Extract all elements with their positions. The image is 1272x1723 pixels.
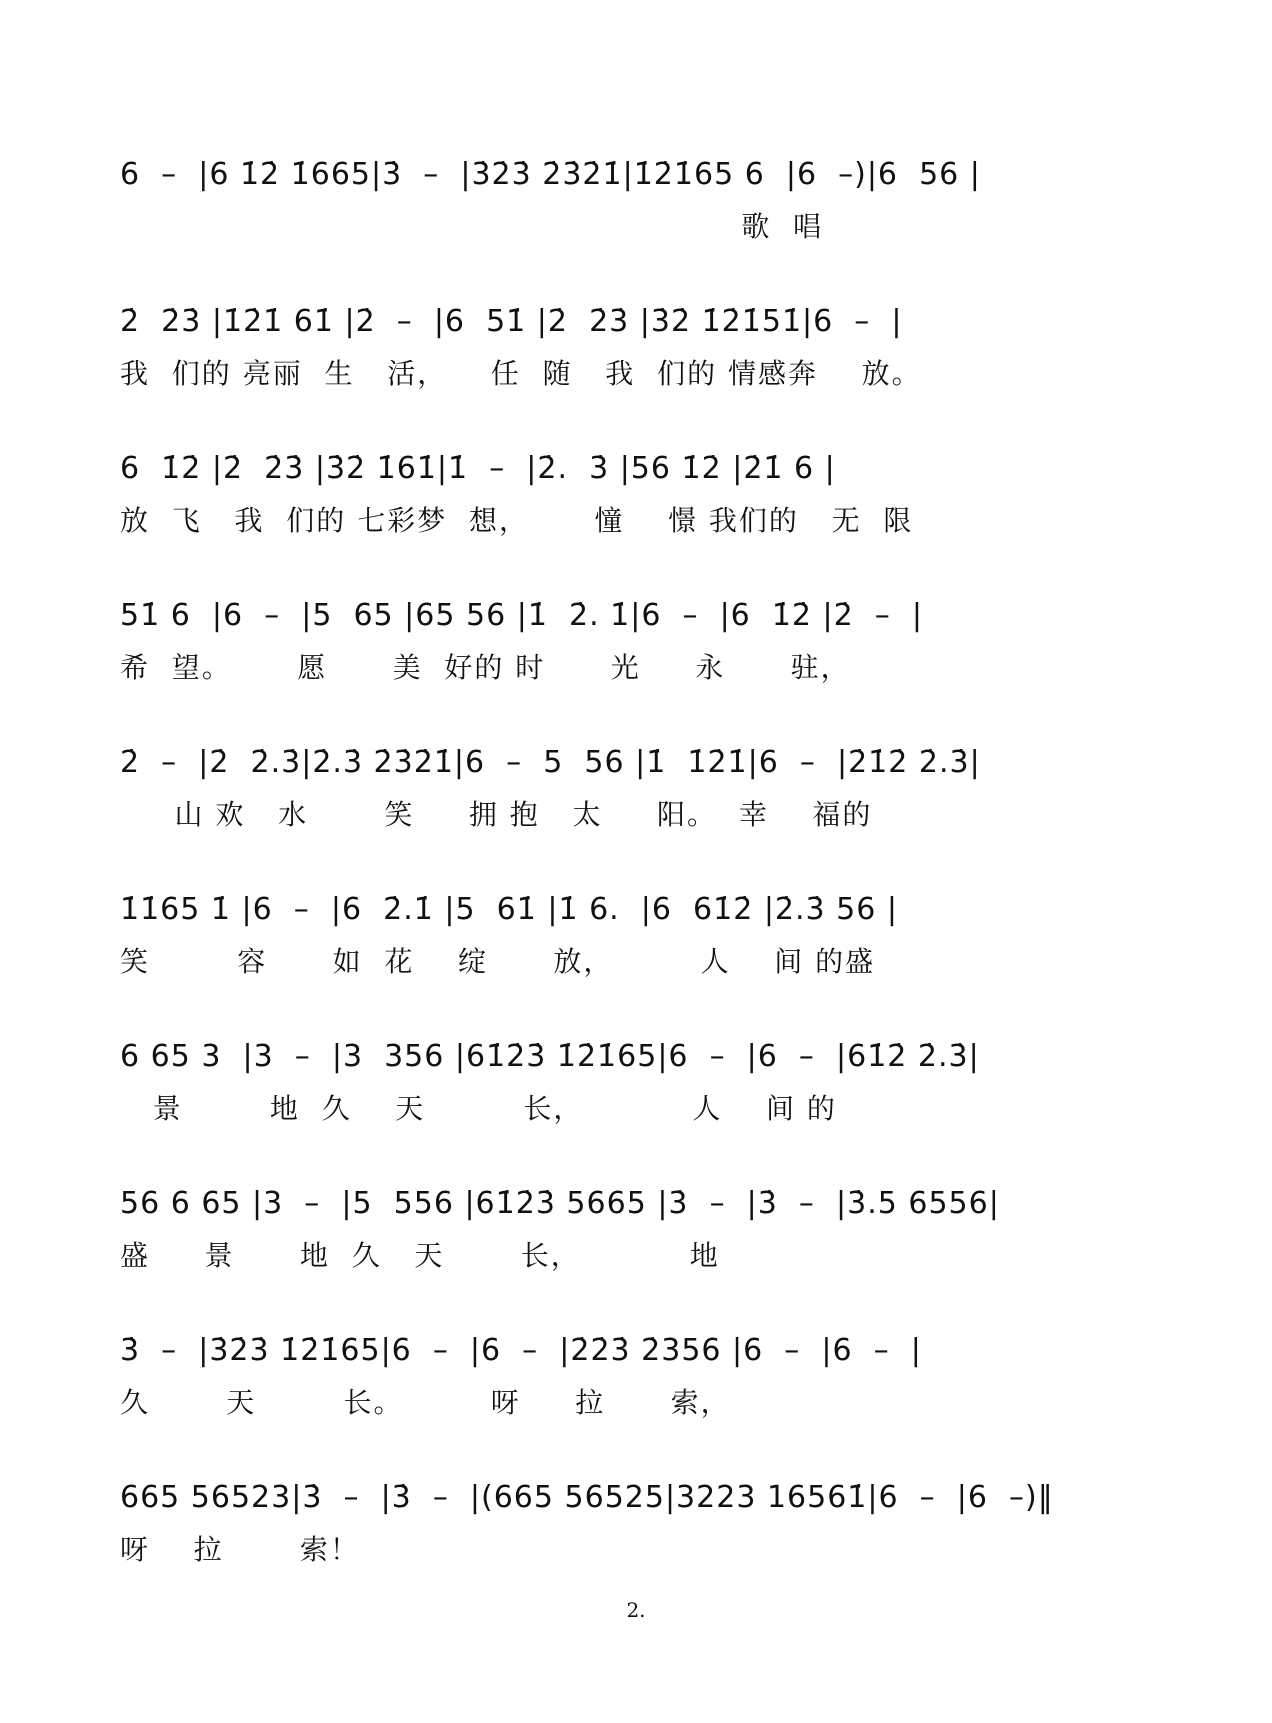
notation-line: 56 6 65 |3 – |5 556 |61̇2̇3̇ 5665 |3̇ – |3̇ – |3̇.5 6556| [120,1186,1000,1221]
lyrics-line: 盛 景 地 久 天 长， 地 [120,1239,720,1272]
notation-line: 51̇ 6 |6 – |5 65 |65 56 |1̇ 2̇. 1̇|6 – |6 1̇2̇ |2̇ – | [120,598,923,633]
lyrics-line: 久 天 长。 呀 拉 索， [120,1386,731,1419]
score-system [120,728,1160,868]
score-system [120,1463,1160,1603]
lyrics-line: 景 地 久 天 长， 人 间 的 [120,1092,837,1125]
score-system [120,434,1160,574]
lyrics-line: 我 们的 亮丽 生 活， 任 随 我 们的 情感奔 放。 [120,357,922,390]
notation-line: 6 1̇2̇ |2̇ 2̇3̇ |3̇2̇ 1̇61̇|1̇ – |2̇. 3̇ |56 1̇2̇ |2̇1̇ 6 | [120,451,836,486]
score-system [120,140,1160,280]
lyrics-line: 山 欢 水 笑 拥 抱 太 阳。 幸 福的 [120,798,873,831]
score-system [120,581,1160,721]
page-number: 2. [626,1598,646,1622]
notation-line: 3̇ – |3̇2̇3̇ 1̇2̇1̇65|6 – |6 – |2̇2̇3̇ 2̇356 |6 – |6 – | [120,1333,922,1368]
score-system [120,287,1160,427]
lyrics-line: 笑 容 如 花 绽 放， 人 间 的盛 [120,945,876,978]
score-system [120,1316,1160,1456]
notation-line: 2̇ 2̇3̇ |1̇2̇1̇ 61̇ |2̇ – |6 51̇ |2̇ 2̇3̇ |3̇2̇ 1̇2̇1̇51̇|6 – | [120,304,903,339]
notation-line: 2̇ – |2̇ 2̇.3̇|2̇.3̇ 2̇3̇2̇1̇|6 – 5 56 |1̇ 1̇2̇1̇|6 – |2̇1̇2̇ 2̇.3̇| [120,745,981,780]
lyrics-line: 希 望。 愿 美 好的 时 光 永 驻， [120,651,851,684]
lyrics-line: 呀 拉 索！ [120,1533,360,1566]
score-system [120,1022,1160,1162]
notation-line: 6 65 3 |3 – |3 356 |61̇2̇3̇ 1̇2̇1̇65|6 – |6 – |61̇2̇ 2̇.3̇| [120,1039,980,1074]
notation-line: 1̇1̇65 1̇ |6 – |6 2̇.1̇ |5 61̇ |1̇ 6. |6 61̇2̇ |2̇.3̇ 56 | [120,892,898,927]
score-system [120,875,1160,1015]
lyrics-line: 歌 唱 [120,210,824,243]
score-system [120,1169,1160,1309]
lyrics-line: 放 飞 我 们的 七彩梦 想， 憧 憬 我们的 无 限 [120,504,914,537]
notation-line: 665 56523|3̇ – |3̇ – |(665 56525|3223 16561̇|6 – |6 –)‖ [120,1480,1054,1515]
notation-line: 6 – |6 1̇2̇ 1̇665|3̇ – |3̇2̇3̇ 2̇3̇2̇1̇|1̇2̇1̇65 6 |6 –)|6 56 | [120,157,981,192]
